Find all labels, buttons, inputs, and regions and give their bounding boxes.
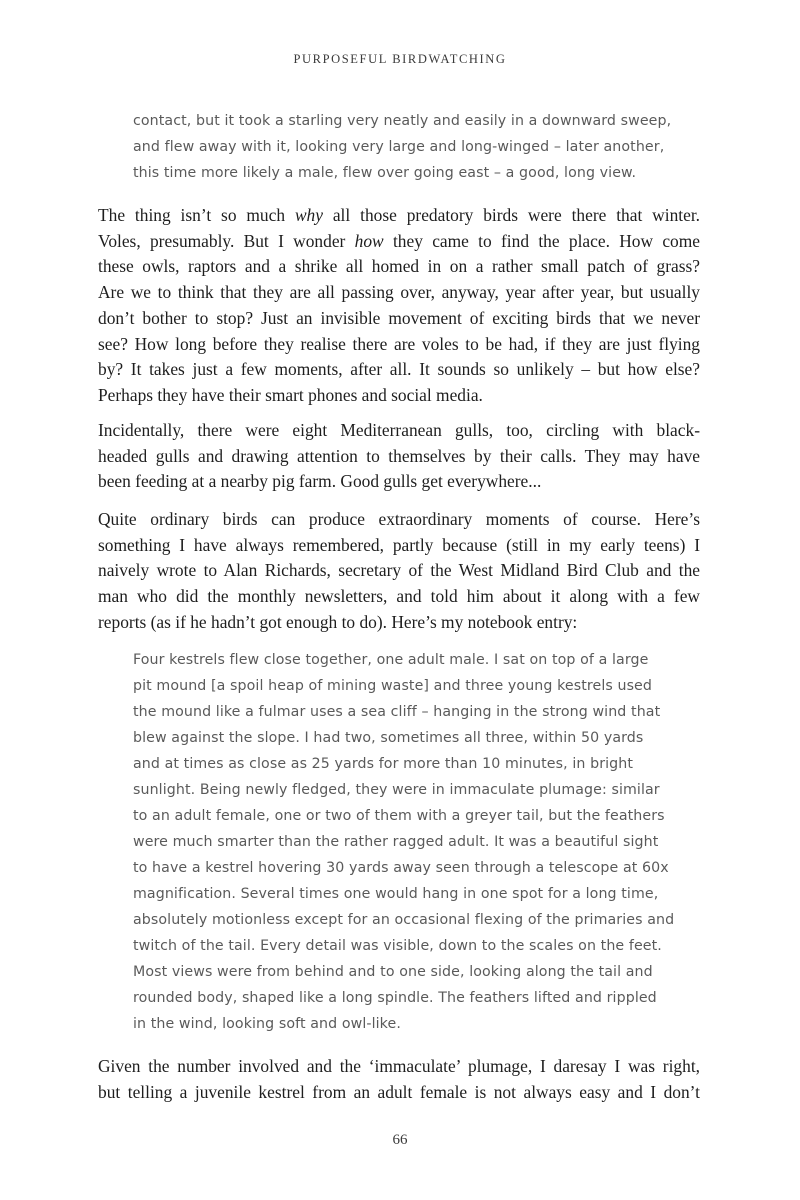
paragraph-predatory-birds — [98, 203, 700, 409]
paragraph-line: been feeding at a nearby pig farm. Good gulls get everywhere... — [98, 471, 542, 492]
quote-line: pit mound [a spoil heap of mining waste] and three young kestrels used — [133, 678, 652, 694]
quote-line: and flew away with it, looking very large and long-winged – later another, — [133, 139, 665, 155]
paragraph-line: Incidentally, there were eight Mediterranean gulls, too, circling with black- — [98, 420, 700, 440]
paragraph-line: man who did the monthly newsletters, and told him about it along with a few — [98, 586, 700, 607]
paragraph-juvenile-kestrel — [98, 1054, 700, 1105]
paragraph-line: Perhaps they have their smart phones and social media. — [98, 384, 483, 405]
quote-line: were much smarter than the rather ragged adult. It was a beautiful sight — [133, 834, 659, 850]
quote-line: twitch of the tail. Every detail was visible, down to the scales on the feet. — [133, 938, 662, 954]
quote-line: to an adult female, one or two of them with a greyer tail, but the feathers — [133, 808, 665, 824]
quote-line: in the wind, looking soft and owl-like. — [133, 1016, 401, 1032]
paragraph-line: these owls, raptors and a shrike all homed in on a rather small patch of grass? — [98, 256, 700, 277]
quote-line: the mound like a fulmar uses a sea cliff – hanging in the strong wind that — [133, 704, 661, 720]
paragraph-line: Are we to think that they are all passing over, anyway, year after year, but usually — [98, 282, 700, 303]
quote-line: absolutely motionless except for an occasional flexing of the primaries and — [133, 912, 675, 928]
emphasis-how: how — [354, 230, 384, 251]
paragraph-mediterranean-gulls — [98, 418, 700, 495]
quote-line: and at times as close as 25 yards for more than 10 minutes, in bright — [133, 756, 634, 772]
quote-line: contact, but it took a starling very neatly and easily in a downward sweep, — [133, 113, 672, 129]
quote-line: sunlight. Being newly fledged, they were in immaculate plumage: similar — [133, 782, 660, 798]
paragraph-ordinary-birds — [98, 507, 700, 636]
emphasis-why: why — [294, 205, 323, 225]
quote-line: rounded body, shaped like a long spindle. The feathers lifted and rippled — [133, 990, 657, 1006]
paragraph-line: The thing isn’t so much why all those predatory birds were there that winter. — [98, 205, 700, 225]
quote-line: to have a kestrel hovering 30 yards away seen through a telescope at 60x — [133, 860, 669, 876]
paragraph-line: naively wrote to Alan Richards, secretary of the West Midland Bird Club and the — [98, 560, 700, 581]
quote-line: this time more likely a male, flew over going east – a good, long view. — [133, 165, 637, 181]
paragraph-line: something I have always remembered, partly because (still in my early teens) I — [98, 534, 700, 555]
quote-line: Most views were from behind and to one side, looking along the tail and — [133, 964, 653, 980]
quote-line: magnification. Several times one would hang in one spot for a long time, — [133, 886, 659, 902]
block-quote-top — [133, 108, 678, 186]
paragraph-line: Voles, presumably. But I wonder how they came to find the place. How come — [98, 230, 701, 251]
paragraph-line: headed gulls and drawing attention to themselves by their calls. They may have — [98, 445, 700, 466]
quote-line: blew against the slope. I had two, sometimes all three, within 50 yards — [133, 730, 644, 746]
paragraph-line: Quite ordinary birds can produce extraordinary moments of course. Here’s — [98, 509, 700, 529]
paragraph-line: reports (as if he hadn’t got enough to do). Here’s my notebook entry: — [98, 611, 578, 632]
paragraph-line: see? How long before they realise there are voles to be had, if they are just flying — [98, 333, 700, 354]
paragraph-line: by? It takes just a few moments, after all. It sounds so unlikely – but how else? — [98, 359, 700, 380]
paragraph-line: but telling a juvenile kestrel from an adult female is not always easy and I don’t — [98, 1081, 700, 1102]
quote-line: Four kestrels flew close together, one adult male. I sat on top of a large — [133, 652, 649, 668]
paragraph-line: Given the number involved and the ‘immaculate’ plumage, I daresay I was right, — [98, 1056, 700, 1076]
block-quote-notebook-entry — [133, 647, 678, 1037]
paragraph-line: don’t bother to stop? Just an invisible movement of exciting birds that we never — [98, 307, 700, 328]
page-number: 66 — [392, 1132, 408, 1148]
running-head: PURPOSEFUL BIRDWATCHING — [293, 52, 507, 66]
